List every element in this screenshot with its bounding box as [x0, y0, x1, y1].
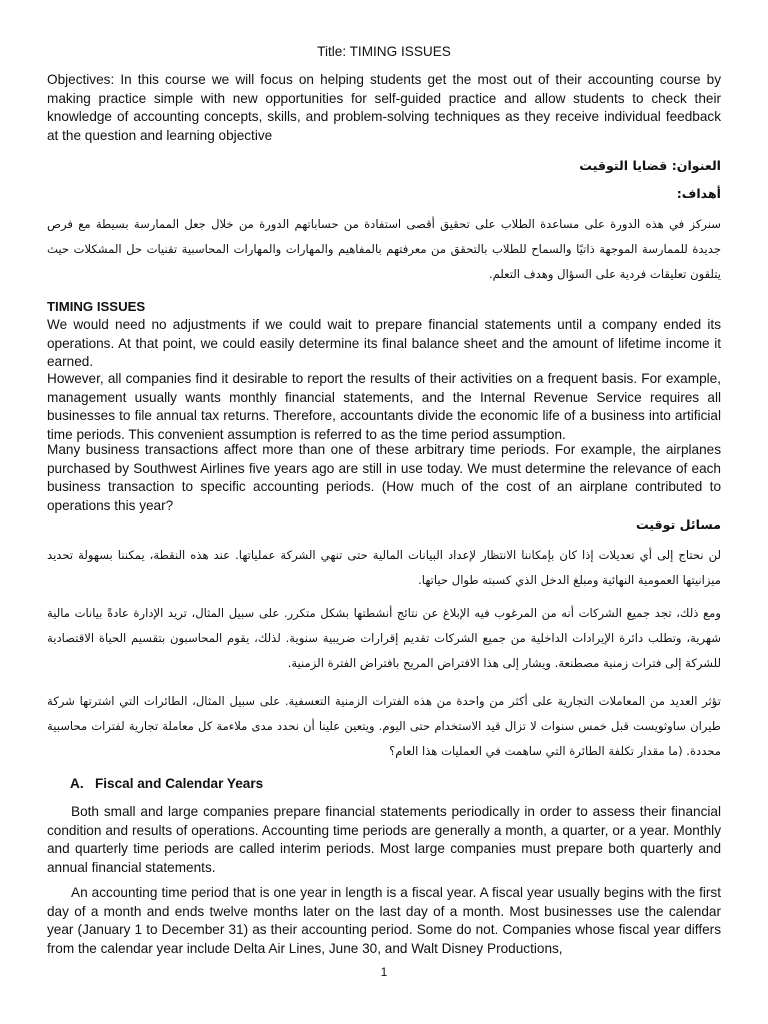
objectives-en: Objectives: In this course we will focus on helping students get the most out of their accounting course by making practice simple with new opportunities for self-guided practice and allow students to check their knowledge of accounting concepts, skills, and problem-solving techniques as they receive individual feedback at the question and learning objective [47, 72, 721, 143]
arabic-paragraph-3: تؤثر العديد من المعاملات التجارية على أكثر من واحدة من هذه الفترات الزمنية التعسفية. على سبيل المثال، الطائرات التي اشترتها شركة طيران ساوثويست قبل خمس سنوات لا تزال قيد الاستخدام حتى اليوم. ويتعين علينا أن نحدد مدى ملاءمة كل معاملة تجارية لفترات محاسبية محددة. (ما مقدار تكلفة الطائرة التي ساهمت في العمليات هذا العام؟ [47, 694, 721, 758]
objectives-ar-label: أهداف: [676, 186, 721, 201]
arabic-paragraph-2: ومع ذلك، تجد جميع الشركات أنه من المرغوب فيه الإبلاغ عن نتائج أنشطتها بشكل متكرر. على سبيل المثال، تريد الإدارة عادةً بيانات مالية شهرية، وتطلب دائرة الإيرادات الداخلية من جميع الشركات تقديم إقرارات ضريبية سنوية. لذلك، يقوم المحاسبون بتقسيم الحياة الاقتصادية للشركة إلى فترات زمنية مصطنعة. ويشار إلى هذا الافتراض المريح بافتراض الفترة الزمنية. [47, 606, 721, 670]
section-a-heading [70, 776, 263, 791]
arabic-paragraph-1: لن نحتاج إلى أي تعديلات إذا كان بإمكاننا الانتظار لإعداد البيانات المالية حتى تنهي الشركة عملياتها. عند هذه النقطة، يمكننا بسهولة تحديد ميزانيتها العمومية النهائية ومبلغ الدخل الذي كسبته طوال حياتها. [47, 548, 721, 587]
timing-paragraph-1: We would need no adjustments if we could wait to prepare financial statements until a company ended its operations. At that point, we could easily determine its final balance sheet and the amount of lifetime income it earned. [47, 317, 721, 370]
fiscal-paragraph-1: Both small and large companies prepare financial statements periodically in order to assess their financial condition and results of operations. Accounting time periods are generally a month, a quarter, or a year. Monthly and quarterly time periods are called interim periods. Most large companies must prepare both quarterly and annual financial statements. [47, 804, 721, 875]
timing-paragraph-2: However, all companies find it desirable to report the results of their activities on a frequent basis. For example, management usually wants monthly financial statements, and the Internal Revenue Service requires all businesses to file annual tax returns. Therefore, accountants divide the economic life of a business into artificial time periods. This convenient assumption is referred to as the time period assumption. [47, 371, 721, 442]
section-a-marker: A. [70, 776, 84, 791]
section-a-title: Fiscal and Calendar Years [94, 776, 264, 791]
timing-heading-ar: مسائل توقيت [635, 517, 721, 532]
fiscal-paragraph-2: An accounting time period that is one year in length is a fiscal year. A fiscal year usually begins with the first day of a month and ends twelve months later on the last day of a month. Most businesses use the calendar year (January 1 to December 31) as their accounting period. Some do not. Companies whose fiscal year differs from the calendar year include Delta Air Lines, June 30, and Walt Disney Productions, [47, 885, 721, 956]
timing-issues-heading: TIMING ISSUES [47, 299, 146, 314]
objectives-ar: سنركز في هذه الدورة على مساعدة الطلاب على تحقيق أقصى استفادة من حساباتهم الدورة من خلال جعل الممارسة بسيطة مع فرص جديدة للممارسة الموجهة ذاتيًا والسماح للطلاب بالتحقق من معرفتهم بالمفاهيم والمهارات والمهارات المحاسبية تقنيات حل المشكلات حيث يتلقون تعليقات فردية على السؤال وهدف التعلم. [47, 217, 721, 281]
page-number: 1 [380, 965, 388, 979]
document-title: Title: TIMING ISSUES [317, 44, 451, 59]
title-ar: العنوان: قضايا التوقيت [579, 158, 721, 173]
timing-paragraph-3: Many business transactions affect more than one of these arbitrary time periods. For example, the airplanes purchased by Southwest Airlines five years ago are still in use today. We must determine the relevance of each business transaction to specific accounting periods. (How much of the cost of an airplane contributed to operations this year? [47, 442, 721, 513]
